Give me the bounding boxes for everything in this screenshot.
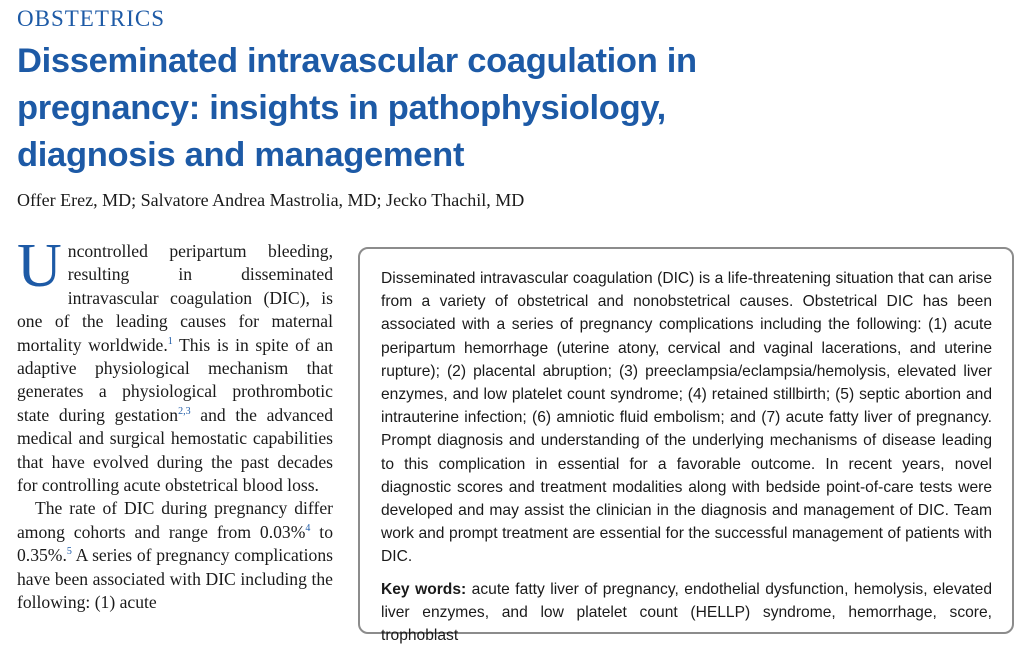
body-paragraph-2 (17, 497, 333, 614)
citation-ref[interactable]: 5 (66, 546, 72, 558)
abstract-box (358, 247, 1014, 645)
citation-ref[interactable]: 4 (305, 522, 311, 534)
author-list: Offer Erez, MD; Salvatore Andrea Mastrolia, MD; Jecko Thachil, MD (17, 190, 525, 210)
article-title: Disseminated intravascular coagulation in pregnancy: insights in pathophysiology, diagnosis and management (17, 42, 697, 174)
body-text: This is in spite of an adaptive physiological mechanism that generates a physiological prothrombotic state during gestation (17, 334, 333, 425)
body-text-column (17, 232, 333, 615)
body-text: and the advanced medical and surgical hemostatic capabilities that have evolved during the past decades for controlling acute obstetrical blood loss. (17, 404, 333, 496)
citation-ref[interactable]: 1 (167, 335, 173, 347)
keywords-label: Key words: (381, 580, 467, 598)
section-label: OBSTETRICS (17, 6, 166, 31)
body-text: The rate of DIC during pregnancy differ among cohorts and range from 0.03% (17, 498, 333, 542)
body-text: ncontrolled peripartum bleeding, resulting in disseminated intravascular coagulation (DIC), is one of the leading causes for maternal mortality worldwide. (17, 241, 333, 355)
body-paragraph-1 (17, 232, 333, 497)
keywords (381, 578, 992, 648)
body-text: A series of pregnancy complications have been associated with DIC including the following: (1) acute (17, 545, 333, 613)
body-text: to 0.35%. (17, 521, 333, 566)
abstract-text: Disseminated intravascular coagulation (DIC) is a life-threatening situation that can arise from a variety of obstetrical and nonobstetrical causes. Obstetrical DIC has been associated with a series of pregnancy complications including the following: (1) acute peripartum hemorrhage (uterine atony, cervical and vaginal lacerations, and uterine rupture); (2) placental abruption; (3) preeclampsia/eclampsia/hemolysis, elevated liver enzymes, and low platelet count syndrome; (4) retained stillbirth; (5) septic abortion and intrauterine infection; (6) amniotic fluid embolism; and (7) acute fatty liver of pregnancy. Prompt diagnosis and understanding of the underlying mechanisms of disease leading to this complication in essential for a favorable outcome. In recent years, novel diagnostic scores and treatment modalities along with bedside point-of-care tests were developed and may assist the clinician in the diagnosis and management of DIC. Team work and prompt treatment are essential for the successful management of patients with DIC. (381, 270, 992, 566)
citation-ref[interactable]: 2,3 (178, 405, 191, 417)
drop-cap: U (17, 232, 62, 300)
keywords-list: acute fatty liver of pregnancy, endothelial dysfunction, hemolysis, elevated liver enzymes, and low platelet count (HELLP) syndrome, hemorrhage, score, trophoblast (381, 580, 992, 645)
